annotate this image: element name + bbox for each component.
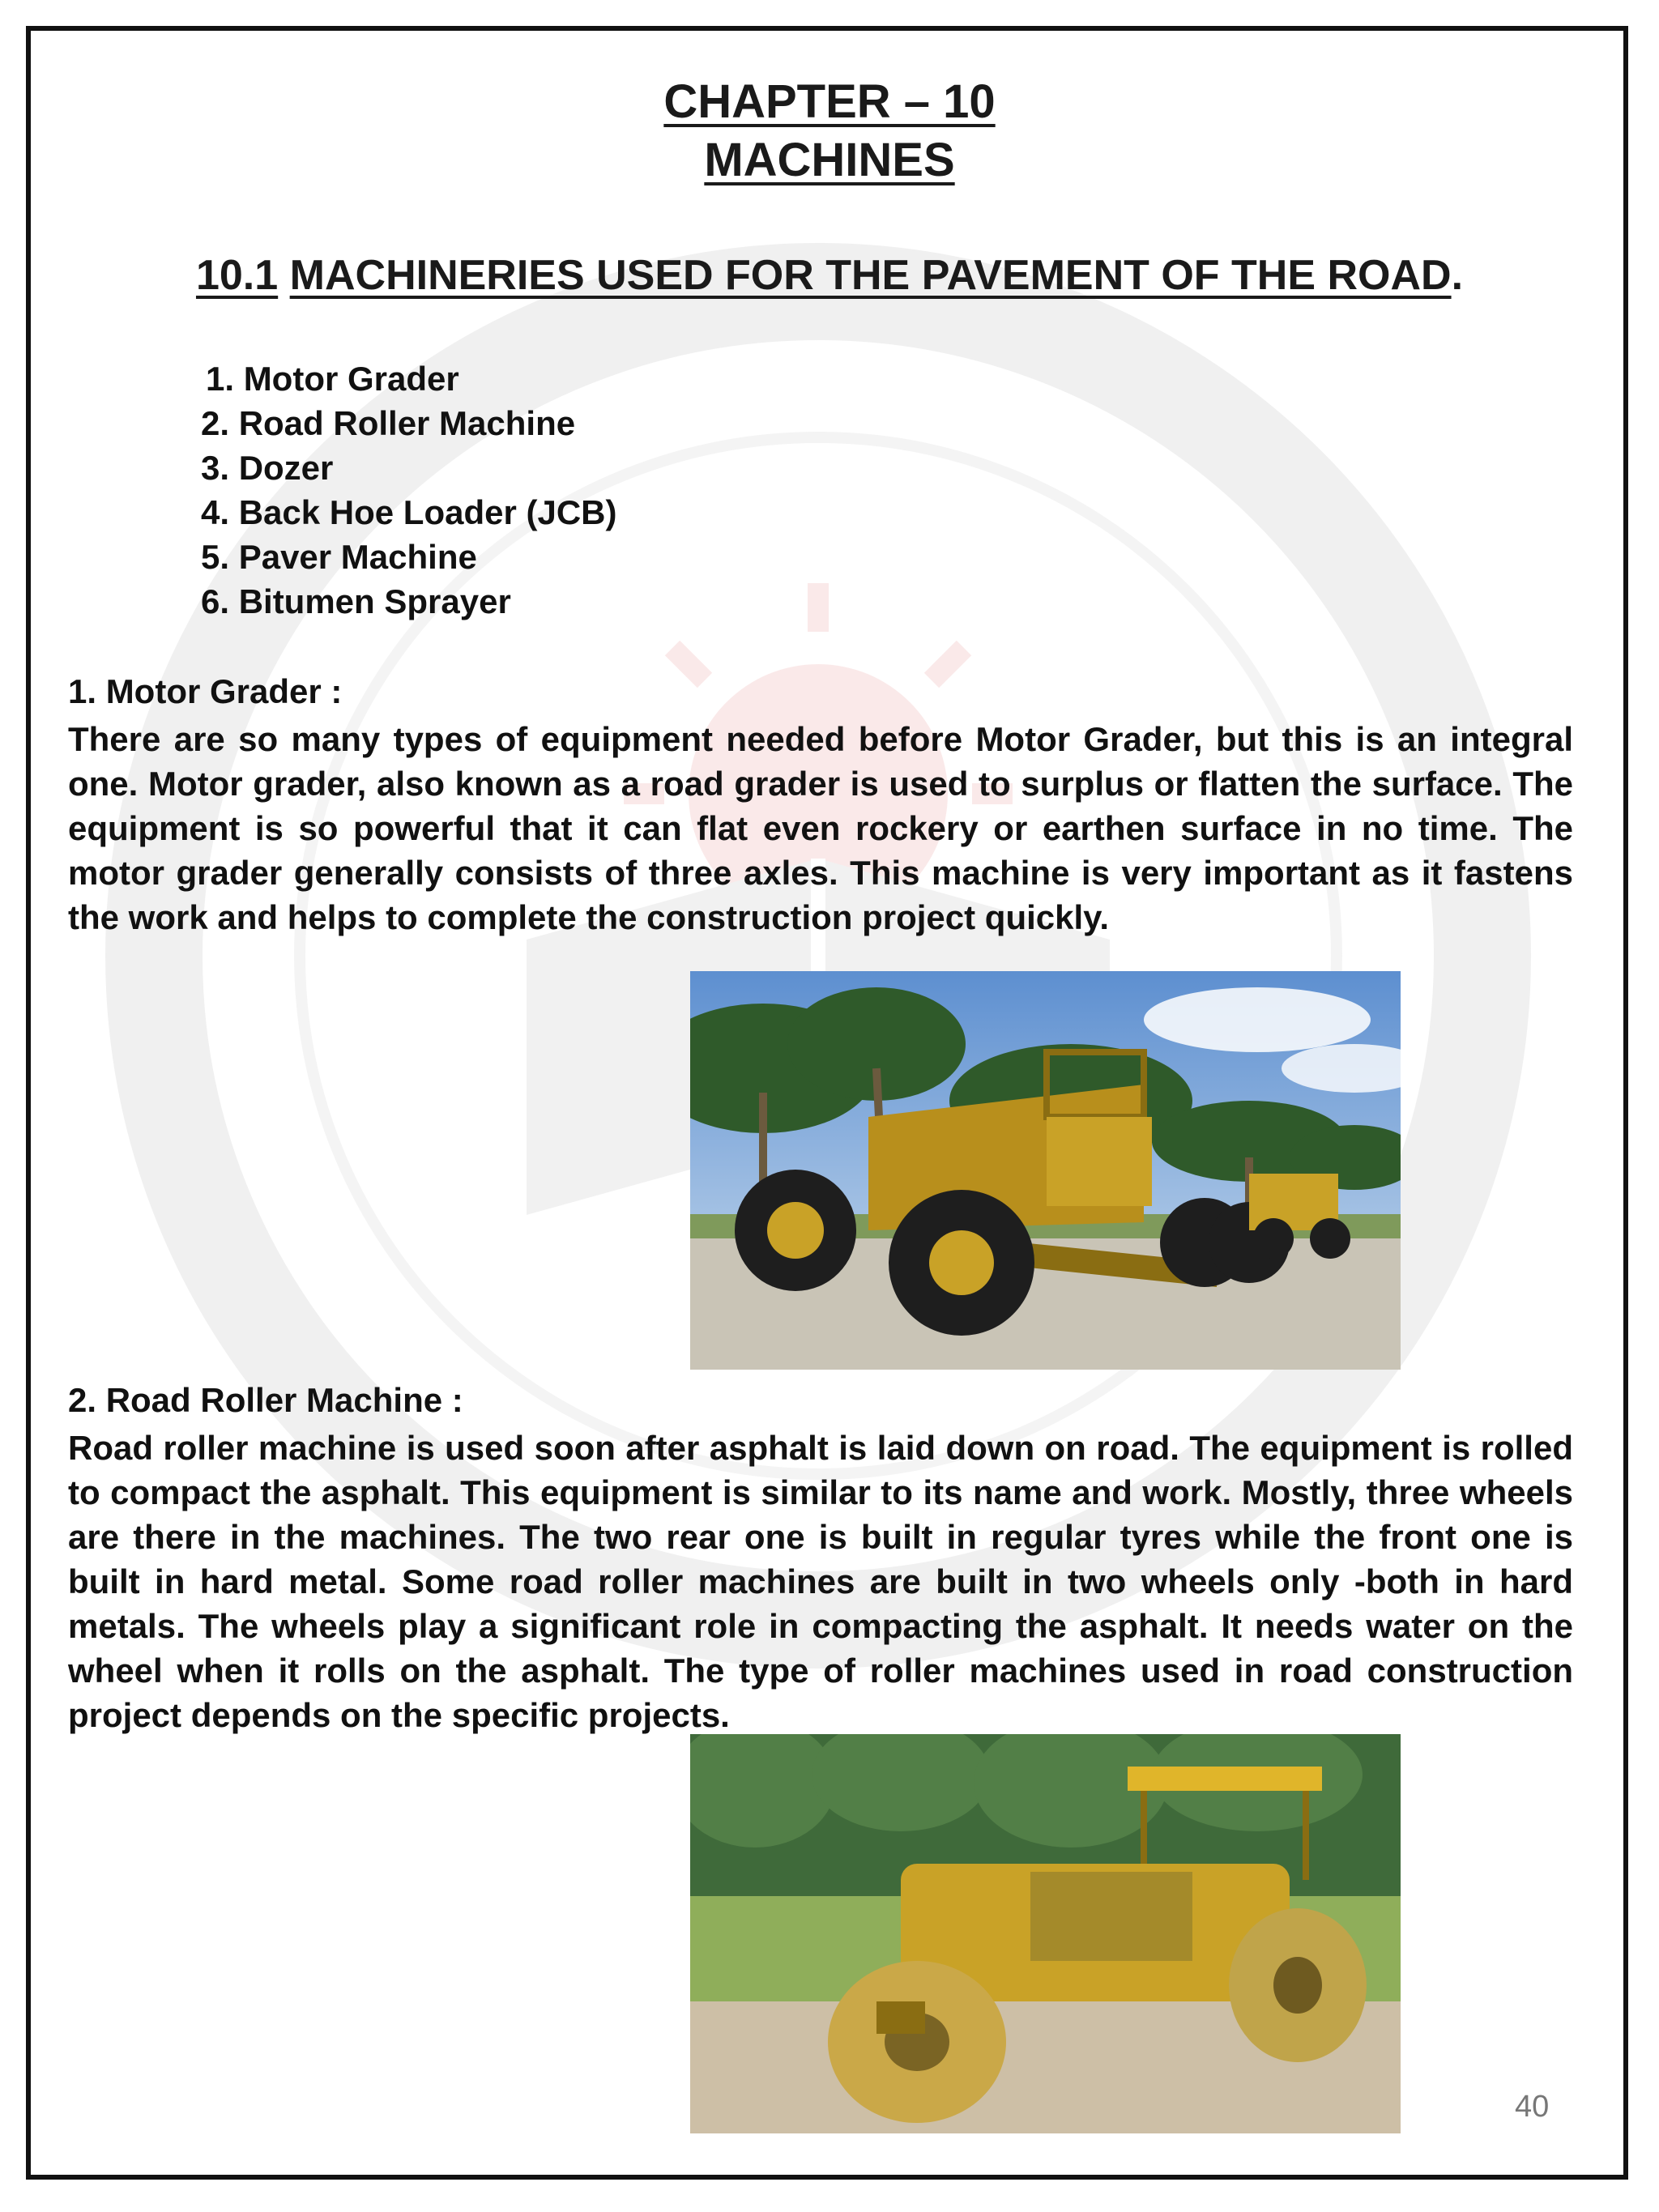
section-number: 10.1	[195, 252, 279, 299]
road-roller-paragraph: Road roller machine is used soon after asphalt is laid down on road. The equipment is rolled to compact the asphalt. This equipment is similar to its name and work. Mostly, three wheels are there in the machines. The two rear one is built in regular tyres while the front one is built in hard metal. Some road roller machines are built in two wheels only -both in hard metals. The wheels play a significant role in compacting the asphalt. It needs water on the wheel when it rolls on the asphalt. The type of roller machines used in road construction project depends on the specific projects.	[68, 1429, 1573, 1734]
list-item: 3. Dozer	[201, 449, 334, 487]
section-title: MACHINERIES USED FOR THE PAVEMENT OF THE ROAD	[289, 252, 1452, 299]
list-item: 2. Road Roller Machine	[201, 404, 576, 442]
list-item: 4. Back Hoe Loader (JCB)	[201, 493, 617, 531]
chapter-title: CHAPTER – 10	[663, 75, 996, 128]
road-roller-photo	[690, 1734, 1401, 2133]
section-period: .	[1451, 252, 1464, 299]
section-heading	[0, 251, 1659, 300]
list-item: 6. Bitumen Sprayer	[201, 582, 511, 620]
page-number: 40	[1515, 2090, 1550, 2124]
road-roller-heading: 2. Road Roller Machine :	[68, 1381, 463, 1419]
motor-grader-paragraph: There are so many types of equipment needed before Motor Grader, but this is an integral one. Motor grader, also known as a road grader is used to surplus or flatten the surface. The equipment is so powerful that it can flat even rockery or earthen surface in no time. The motor grader generally consists of three axles. This machine is very important as it fastens the work and helps to complete the construction project quickly.	[68, 720, 1573, 936]
chapter-subtitle: MACHINES	[704, 134, 955, 186]
machine-list	[201, 356, 616, 624]
motor-grader-heading: 1. Motor Grader :	[68, 672, 343, 710]
list-item: 5. Paver Machine	[201, 538, 477, 576]
motor-grader-photo	[690, 971, 1401, 1370]
list-item: 1. Motor Grader	[206, 360, 459, 398]
